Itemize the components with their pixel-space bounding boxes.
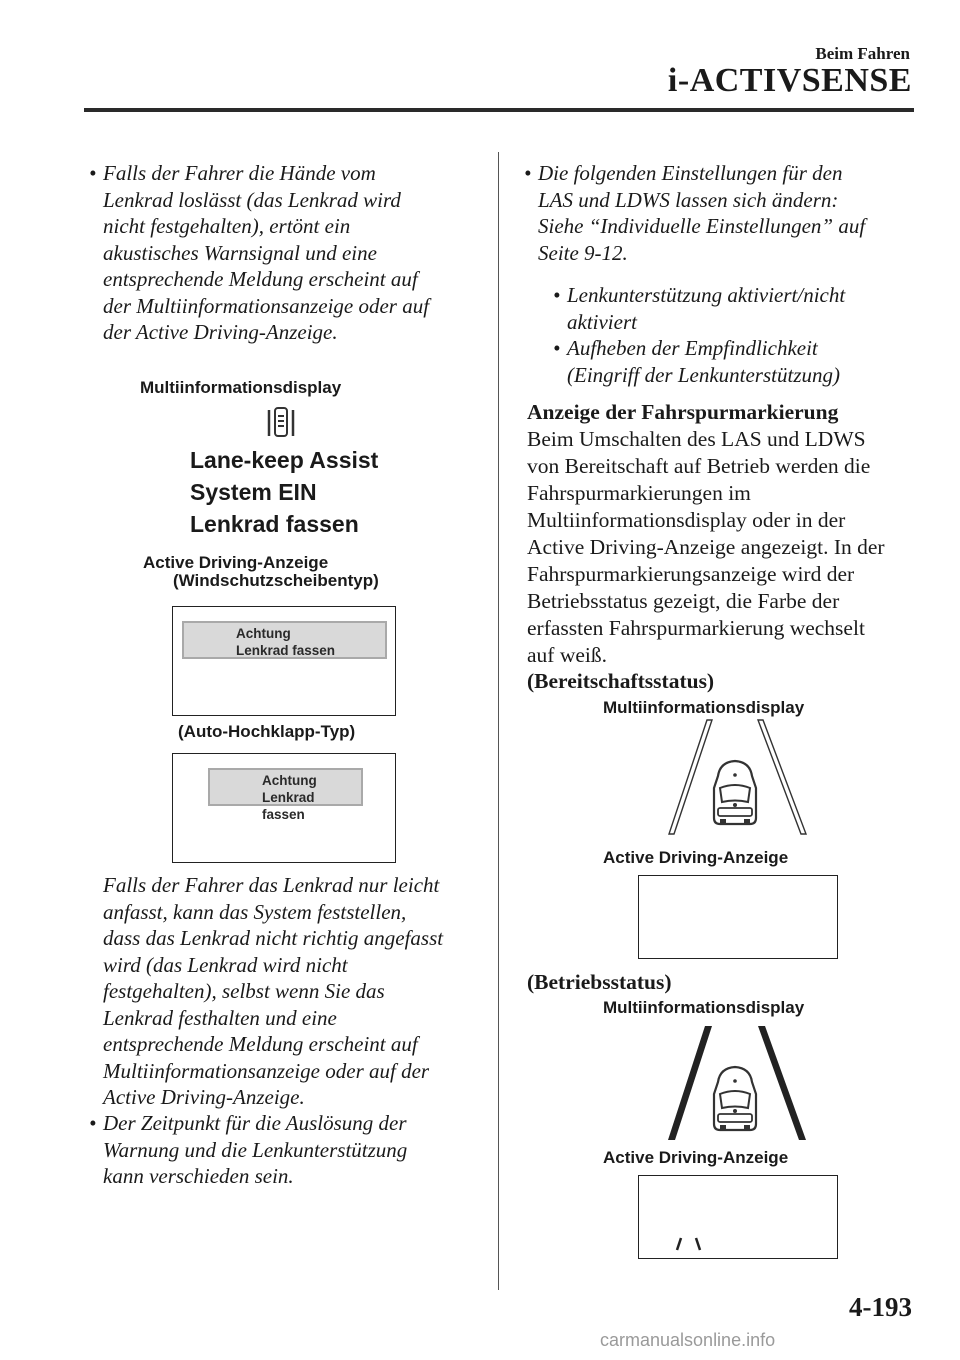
text-line: Betriebsstatus gezeigt, die Farbe der bbox=[527, 589, 840, 613]
message-line: Achtung bbox=[236, 626, 291, 641]
mid-message-line: Lenkrad fassen bbox=[190, 511, 359, 537]
text-line: Lenkrad loslässt (das Lenkrad wird bbox=[103, 187, 401, 212]
standby-mid-label: Multiinformationsdisplay bbox=[603, 698, 805, 717]
text-line: Active Driving-Anzeige angezeigt. In der bbox=[527, 535, 885, 559]
bullet-timing bbox=[89, 1110, 493, 1190]
text-line: wird (das Lenkrad wird nicht bbox=[103, 952, 348, 977]
text-line: Beim Umschalten des LAS und LDWS bbox=[527, 427, 866, 451]
text-line: anfasst, kann das System feststellen, bbox=[103, 899, 407, 924]
watermark: carmanualsonline.info bbox=[600, 1330, 776, 1350]
text-line: Multiinformationsanzeige oder auf der bbox=[103, 1058, 430, 1083]
standby-status-title: (Bereitschaftsstatus) bbox=[527, 669, 715, 693]
bullet-dot: • bbox=[89, 1111, 97, 1135]
text-line: nicht festgehalten), ertönt ein bbox=[103, 214, 351, 238]
text-line: Seite 9-12. bbox=[538, 240, 628, 265]
active-adi-label: Active Driving-Anzeige bbox=[603, 1148, 789, 1167]
text-line: von Bereitschaft auf Betrieb werden die bbox=[527, 454, 871, 478]
chapter-title: i-ACTIVSENSE bbox=[667, 62, 912, 99]
text-line: Warnung und die Lenkunterstützung bbox=[103, 1137, 408, 1162]
header-rule bbox=[84, 108, 914, 112]
adi-label: Active Driving-Anzeige bbox=[143, 553, 329, 572]
text-line: Lenkunterstützung aktiviert/nicht bbox=[567, 283, 846, 307]
text-line: erfassten Fahrspurmarkierung wechselt bbox=[527, 616, 865, 640]
mid-message-line: Lane-keep Assist bbox=[190, 447, 379, 473]
warning-message-box bbox=[182, 621, 387, 659]
car-icon bbox=[714, 1067, 756, 1130]
text-line: aktiviert bbox=[567, 309, 637, 334]
text-line: Active Driving-Anzeige. bbox=[103, 1085, 305, 1109]
text-line: LAS und LDWS lassen sich ändern: bbox=[538, 187, 839, 212]
active-mid-label: Multiinformationsdisplay bbox=[603, 998, 805, 1017]
section-heading: Anzeige der Fahrspurmarkierung bbox=[527, 400, 839, 424]
message-line: Achtung bbox=[262, 773, 317, 788]
popup-type-label: (Auto-Hochklapp-Typ) bbox=[178, 722, 356, 741]
text-line: Multiinformationsdisplay oder in der bbox=[527, 508, 846, 532]
popup-screen bbox=[172, 753, 396, 863]
bullet-dot: • bbox=[553, 283, 561, 307]
steering-hands-icon bbox=[266, 406, 296, 440]
text-line: Fahrspurmarkierungen im bbox=[527, 481, 751, 505]
mid-label: Multiinformationsdisplay bbox=[140, 378, 342, 397]
text-line: kann verschieden sein. bbox=[103, 1164, 294, 1188]
warning-message-box bbox=[208, 768, 363, 822]
page-number: 4-193 bbox=[849, 1292, 912, 1322]
text-line: Fahrspurmarkierungsanzeige wird der bbox=[527, 562, 855, 586]
car-lanes-standby-icon bbox=[660, 718, 810, 836]
column-divider bbox=[498, 152, 499, 1290]
windshield-type-label: (Windschutzscheibentyp) bbox=[173, 571, 379, 590]
sub-bullet-steering-assist bbox=[553, 282, 917, 335]
lane-marking-paragraph bbox=[527, 426, 927, 669]
standby-adi-screen bbox=[638, 875, 838, 959]
text-line: Lenkrad festhalten und eine bbox=[103, 1005, 337, 1030]
bullet-settings bbox=[524, 160, 928, 266]
text-line: Siehe “Individuelle Einstellungen” auf bbox=[538, 214, 866, 238]
text-line: Aufheben der Empfindlichkeit bbox=[567, 336, 818, 360]
text-line: festgehalten), selbst wenn Sie das bbox=[103, 979, 385, 1003]
lane-marks-icon bbox=[669, 1234, 709, 1254]
windshield-screen bbox=[172, 606, 396, 716]
message-line: Lenkrad fassen bbox=[236, 643, 336, 658]
mid-message-line: System EIN bbox=[190, 479, 317, 505]
text-line: auf weiß. bbox=[527, 643, 607, 667]
bullet-dot: • bbox=[553, 336, 561, 360]
bullet-hands-off-warning bbox=[89, 160, 493, 346]
standby-adi-label: Active Driving-Anzeige bbox=[603, 848, 789, 867]
text-line: entsprechende Meldung erscheint auf bbox=[103, 1032, 418, 1056]
car-lanes-active-icon bbox=[660, 1024, 810, 1142]
message-line: Lenkrad fassen bbox=[262, 790, 315, 822]
active-adi-screen bbox=[638, 1175, 838, 1259]
bullet-dot: • bbox=[524, 161, 532, 185]
section-label: Beim Fahren bbox=[815, 44, 910, 63]
text-line: Der Zeitpunkt für die Auslösung der bbox=[103, 1111, 407, 1135]
text-line: Falls der Fahrer die Hände vom bbox=[103, 161, 376, 185]
bullet-dot: • bbox=[89, 161, 97, 185]
text-line: (Eingriff der Lenkunterstützung) bbox=[567, 362, 840, 387]
text-line: entsprechende Meldung erscheint auf bbox=[103, 267, 418, 291]
text-line: Die folgenden Einstellungen für den bbox=[538, 161, 843, 185]
car-icon bbox=[714, 761, 756, 824]
text-line: dass das Lenkrad nicht richtig angefasst bbox=[103, 926, 444, 950]
text-line: Falls der Fahrer das Lenkrad nur leicht bbox=[103, 873, 440, 897]
sub-bullet-sensitivity bbox=[553, 335, 917, 388]
note-paragraph bbox=[103, 872, 493, 1111]
active-status-title: (Betriebsstatus) bbox=[527, 970, 672, 994]
text-line: der Active Driving-Anzeige. bbox=[103, 320, 338, 344]
text-line: akustisches Warnsignal und eine bbox=[103, 240, 377, 265]
text-line: der Multiinformationsanzeige oder auf bbox=[103, 293, 430, 318]
